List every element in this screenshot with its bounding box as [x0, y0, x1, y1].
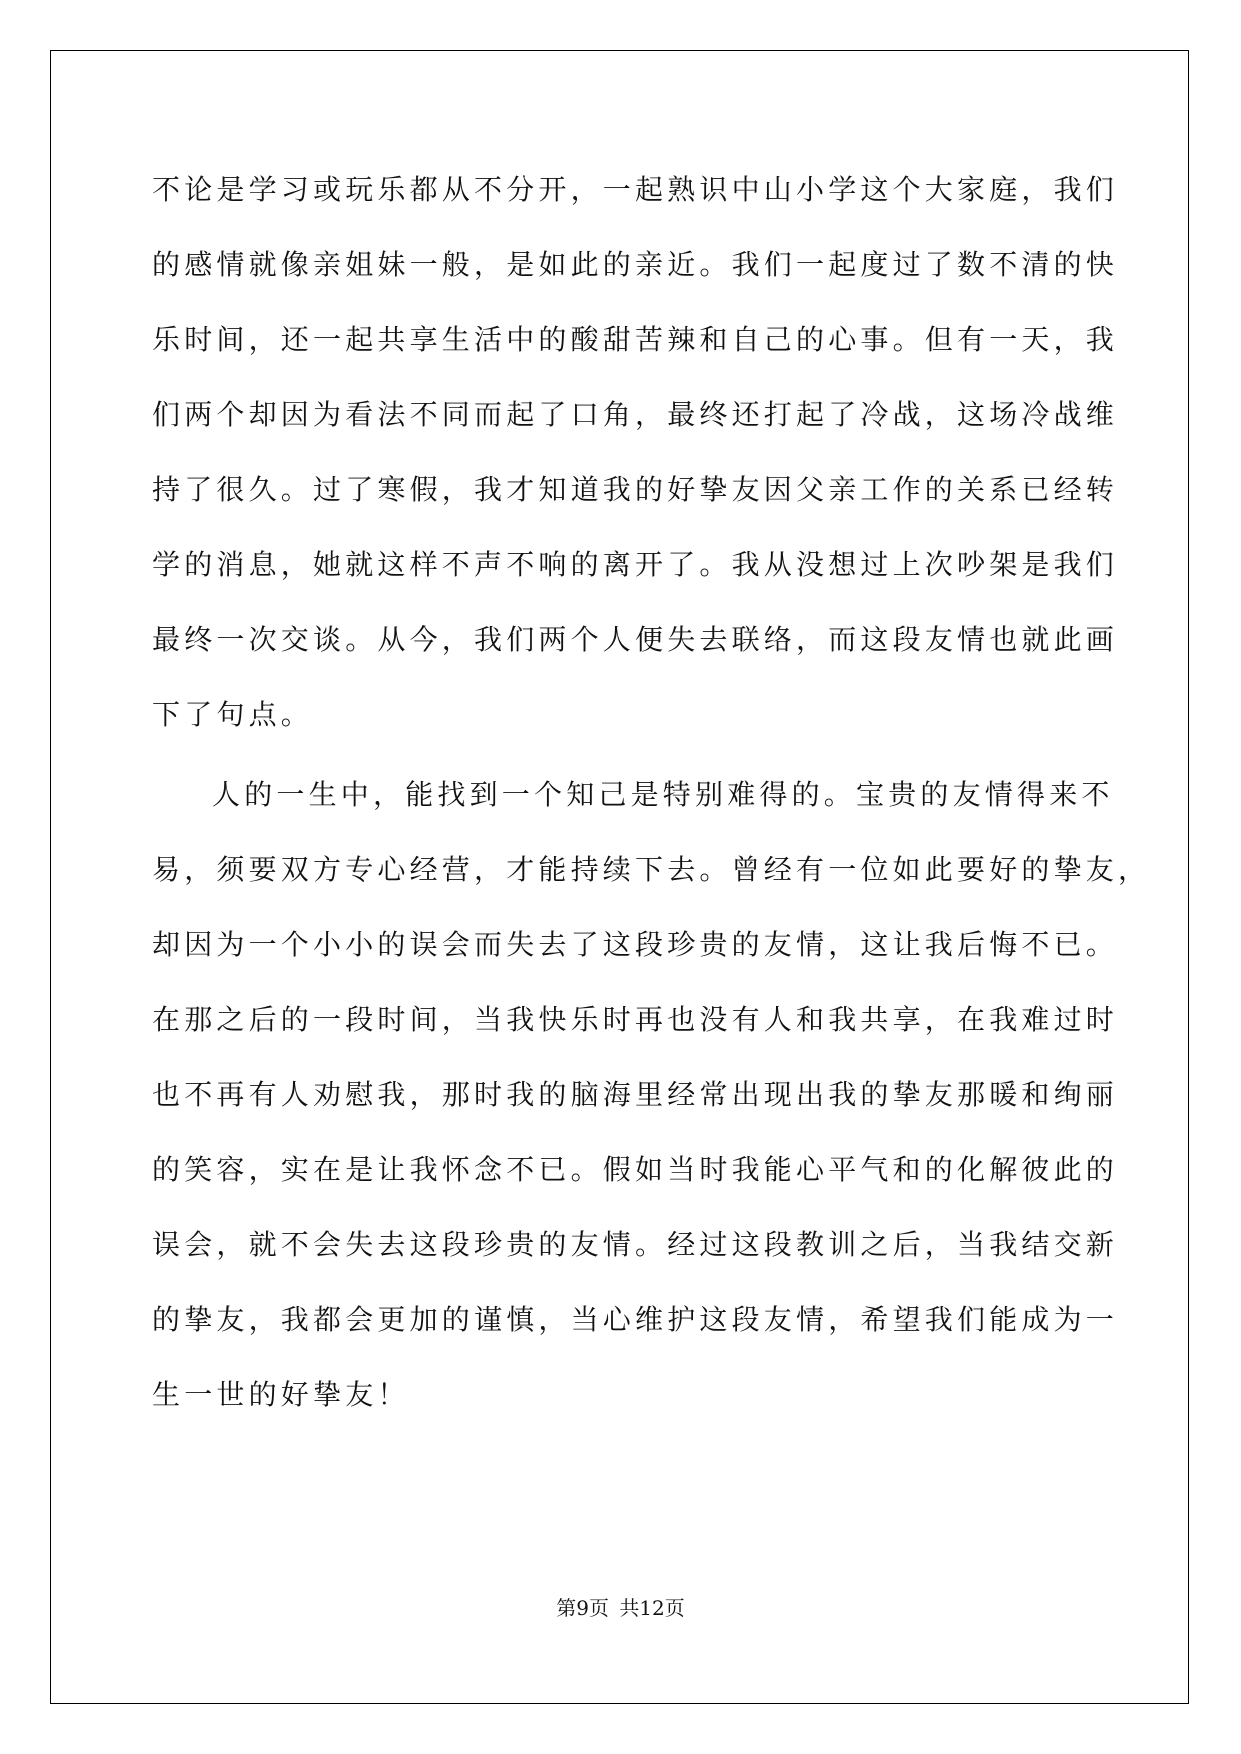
page-number: 第9页: [556, 1596, 609, 1620]
text-line: 生一世的好挚友！: [152, 1378, 410, 1411]
text-line: 的笑容，实在是让我怀念不已。假如当时我能心平气和的化解彼此的: [152, 1153, 1119, 1186]
text-line: 在那之后的一段时间，当我快乐时再也没有人和我共享，在我难过时: [152, 1003, 1119, 1036]
text-line: 最终一次交谈。从今，我们两个人便失去联络，而这段友情也就此画: [152, 623, 1119, 656]
text-line: 下了句点。: [152, 698, 314, 731]
page-total: 共12页: [619, 1596, 685, 1620]
text-line: 误会，就不会失去这段珍贵的友情。经过这段教训之后，当我结交新: [152, 1228, 1119, 1261]
text-line: 也不再有人劝慰我，那时我的脑海里经常出现出我的挚友那暖和绚丽: [152, 1078, 1119, 1111]
text-line: 却因为一个小小的误会而失去了这段珍贵的友情，这让我后悔不已。: [152, 928, 1119, 961]
text-line: 们两个却因为看法不同而起了口角，最终还打起了冷战，这场冷战维: [152, 398, 1119, 431]
text-line: 持了很久。过了寒假，我才知道我的好挚友因父亲工作的关系已经转: [152, 473, 1119, 506]
text-line: 乐时间，还一起共享生活中的酸甜苦辣和自己的心事。但有一天，我: [152, 323, 1119, 356]
text-line: 的感情就像亲姐妹一般，是如此的亲近。我们一起度过了数不清的快: [152, 248, 1119, 281]
text-line: 不论是学习或玩乐都从不分开，一起熟识中山小学这个大家庭，我们: [152, 173, 1119, 206]
text-line: 的挚友，我都会更加的谨慎，当心维护这段友情，希望我们能成为一: [152, 1303, 1119, 1336]
text-line: 学的消息，她就这样不声不响的离开了。我从没想过上次吵架是我们: [152, 548, 1119, 581]
text-line: 易，须要双方专心经营，才能持续下去。曾经有一位如此要好的挚友，: [152, 853, 1151, 886]
page-footer: [0, 1592, 1241, 1621]
text-line: 人的一生中，能找到一个知己是特别难得的。宝贵的友情得来不: [212, 778, 1114, 811]
